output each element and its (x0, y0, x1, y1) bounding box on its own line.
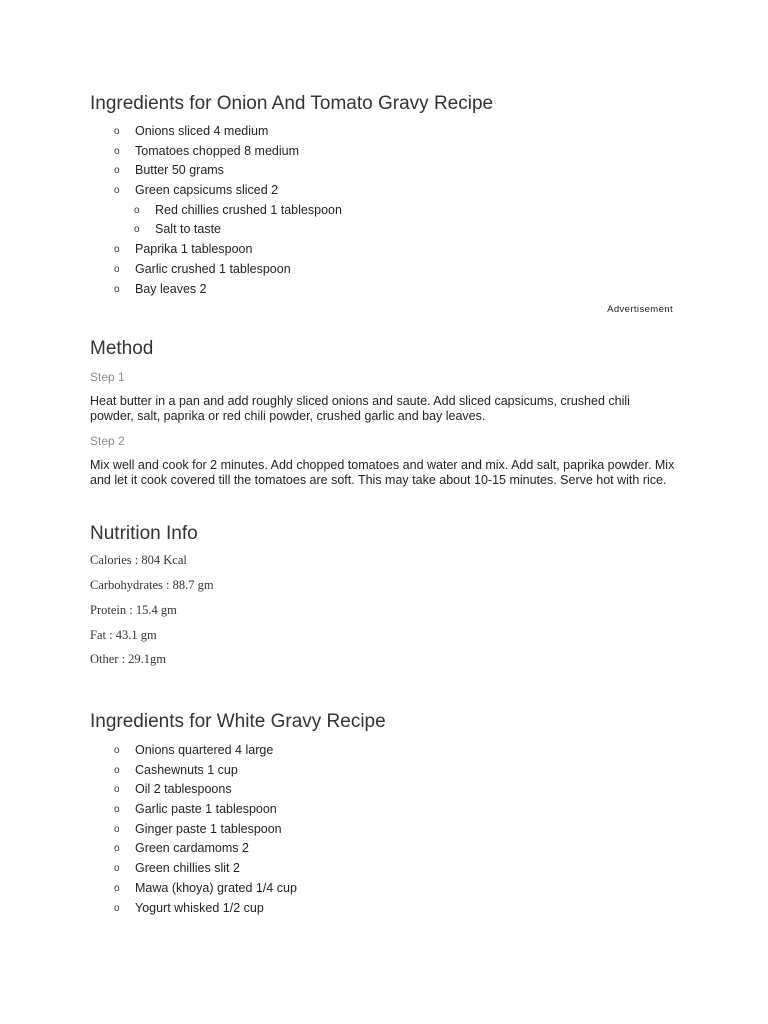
bullet-icon: o (114, 745, 120, 756)
bullet-icon: o (114, 126, 120, 137)
nutrition-calories: Calories : 804 Kcal (90, 553, 187, 567)
nutrition-heading: Nutrition Info (90, 523, 198, 544)
step-2-label: Step 2 (90, 434, 125, 448)
bullet-icon: o (134, 204, 140, 216)
bullet-icon: o (114, 823, 120, 835)
bullet-icon: o (114, 145, 120, 157)
onion-tomato-ingredients-heading: Ingredients for Onion And Tomato Gravy Recipe (90, 93, 494, 114)
bullet-icon: o (114, 843, 120, 855)
bullet-icon: o (114, 263, 120, 275)
bullet-icon: o (114, 244, 120, 256)
method-heading: Method (90, 338, 154, 359)
bullet-icon: o (114, 902, 120, 914)
white-gravy-ingredients-heading: Ingredients for White Gravy Recipe (90, 711, 386, 732)
bullet-icon: o (114, 283, 120, 295)
bullet-icon: o (114, 804, 120, 816)
step-2-text: Mix well and cook for 2 minutes. Add chopped tomatoes and water and mix. Add salt, paprika powder. Mix and let it cook covered till the tomatoes are soft. This may take about 10-15 minutes. Serve hot with rice. (90, 458, 675, 487)
nutrition-protein: Protein : 15.4 gm (90, 603, 177, 617)
bullet-icon: o (114, 185, 120, 197)
nutrition-fat: Fat : 43.1 gm (90, 628, 157, 642)
step-1-text: Heat butter in a pan and add roughly sliced onions and saute. Add sliced capsicums, crushed chili powder, salt, paprika or red chili powder, crushed garlic and bay leaves. (90, 394, 630, 423)
bullet-icon: o (114, 863, 120, 875)
step-1-label: Step 1 (90, 370, 125, 384)
bullet-icon: o (114, 764, 120, 776)
advertisement-label: Advertisement (607, 304, 673, 315)
bullet-icon: o (114, 784, 120, 796)
bullet-icon: o (134, 224, 140, 236)
bullet-icon: o (114, 882, 120, 894)
nutrition-carbohydrates: Carbohydrates : 88.7 gm (90, 578, 214, 592)
bullet-icon: o (114, 165, 120, 177)
nutrition-other: Other : 29.1gm (90, 652, 167, 666)
